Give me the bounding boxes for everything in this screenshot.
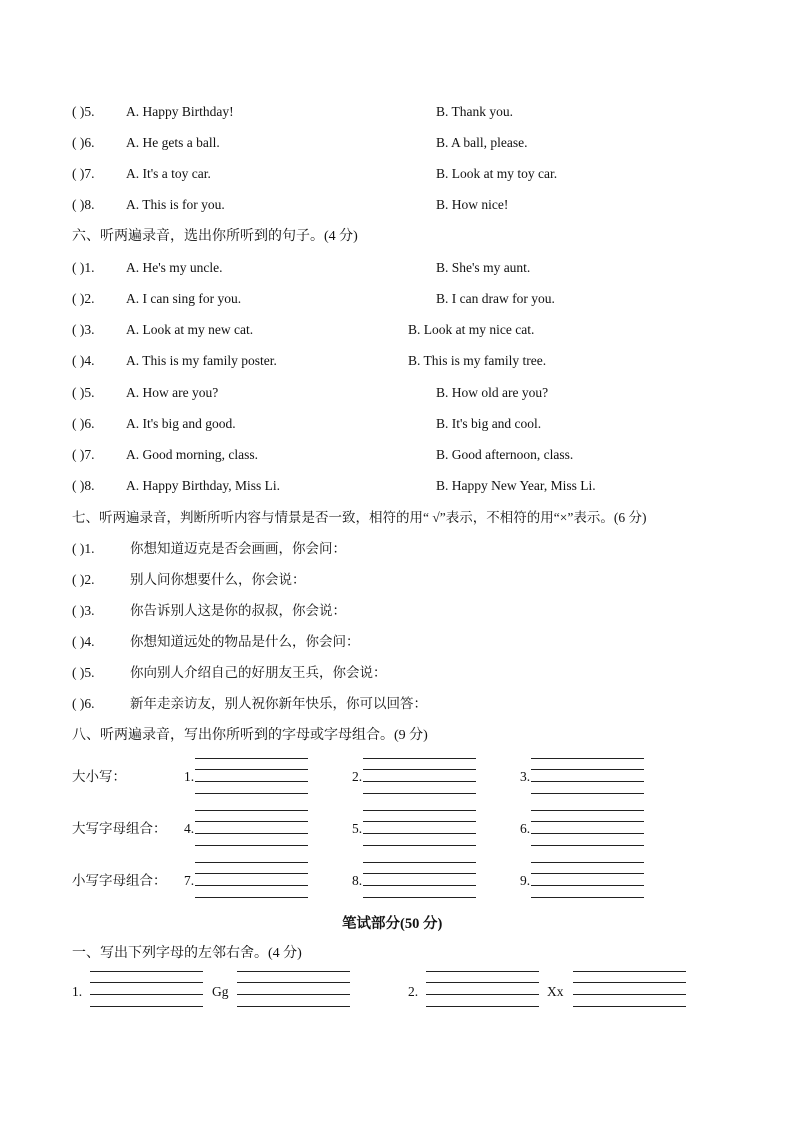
answer-paren[interactable]: ( )6. [72, 416, 95, 431]
option-b: B. How nice! [436, 197, 509, 212]
answer-paren[interactable]: ( )5. [72, 665, 95, 680]
writing-lines[interactable] [363, 810, 476, 850]
writing-lines[interactable] [531, 758, 644, 798]
item-number: 7. [184, 873, 195, 888]
option-b: B. Happy New Year, Miss Li. [436, 478, 596, 493]
writing-lines-right[interactable] [573, 971, 686, 1011]
option-a: A. Happy Birthday! [126, 104, 234, 119]
answer-paren[interactable]: ( )6. [72, 696, 95, 711]
option-b: B. She's my aunt. [436, 260, 531, 275]
option-b: B. A ball, please. [436, 135, 528, 150]
section-title: 六、听两遍录音，选出你所听到的句子。(4 分) [72, 229, 358, 244]
answer-paren[interactable]: ( )7. [72, 447, 95, 462]
item-number: 6. [520, 821, 531, 836]
option-a: A. Look at my new cat. [126, 322, 254, 337]
answer-paren[interactable]: ( )8. [72, 478, 95, 493]
item-number: 9. [520, 873, 531, 888]
answer-paren[interactable]: ( )1. [72, 541, 95, 556]
answer-paren[interactable]: ( )4. [72, 353, 95, 368]
row-label: 大小写： [72, 769, 126, 784]
writing-lines-left[interactable] [426, 971, 539, 1011]
option-b: B. Good afternoon, class. [436, 447, 574, 462]
option-a: A. He's my uncle. [126, 260, 223, 275]
item-number: 2. [408, 984, 419, 999]
writing-lines-left[interactable] [90, 971, 203, 1011]
section-title: 八、听两遍录音，写出你所听到的字母或字母组合。(9 分) [72, 728, 428, 743]
option-b: B. It's big and cool. [436, 416, 542, 431]
answer-paren[interactable]: ( )7. [72, 166, 95, 181]
answer-paren[interactable]: ( )1. [72, 260, 95, 275]
part-title: 笔试部分(50 分) [342, 916, 443, 932]
situation-text: 你向别人介绍自己的好朋友王兵，你会说： [130, 665, 387, 680]
situation-text: 你告诉别人这是你的叔叔，你会说： [130, 603, 346, 618]
section-title: 七、听两遍录音，判断所听内容与情景是否一致，相符的用“ √”表示，不相符的用“×”表示。(6 分) [72, 510, 647, 525]
item-number: 4. [184, 821, 195, 836]
writing-lines-right[interactable] [237, 971, 350, 1011]
option-b: B. I can draw for you. [436, 291, 555, 306]
situation-text: 你想知道迈克是否会画画，你会问： [130, 541, 346, 556]
answer-paren[interactable]: ( )5. [72, 104, 95, 119]
option-a: A. Happy Birthday, Miss Li. [126, 478, 280, 493]
option-a: A. It's a toy car. [126, 166, 211, 181]
situation-text: 别人问你想要什么，你会说： [130, 572, 306, 587]
writing-lines[interactable] [363, 758, 476, 798]
writing-lines[interactable] [195, 758, 308, 798]
writing-lines[interactable] [531, 810, 644, 850]
answer-paren[interactable]: ( )3. [72, 603, 95, 618]
row-label: 小写字母组合： [72, 873, 167, 888]
answer-paren[interactable]: ( )2. [72, 291, 95, 306]
option-b: B. How old are you? [436, 385, 549, 400]
option-b: B. This is my family tree. [408, 353, 547, 368]
given-letter: Xx [547, 984, 564, 999]
option-a: A. This is my family poster. [126, 353, 277, 368]
writing-lines[interactable] [531, 862, 644, 902]
option-b: B. Look at my toy car. [436, 166, 558, 181]
writing-lines[interactable] [195, 810, 308, 850]
item-number: 3. [520, 769, 531, 784]
item-number: 5. [352, 821, 363, 836]
option-a: A. I can sing for you. [126, 291, 242, 306]
option-a: A. It's big and good. [126, 416, 236, 431]
answer-paren[interactable]: ( )5. [72, 385, 95, 400]
given-letter: Gg [212, 984, 229, 999]
answer-paren[interactable]: ( )8. [72, 197, 95, 212]
item-number: 1. [184, 769, 195, 784]
option-b: B. Thank you. [436, 104, 513, 119]
situation-text: 你想知道远处的物品是什么，你会问： [130, 634, 360, 649]
option-b: B. Look at my nice cat. [408, 322, 535, 337]
item-number: 1. [72, 984, 83, 999]
writing-lines[interactable] [363, 862, 476, 902]
option-a: A. Good morning, class. [126, 447, 258, 462]
situation-text: 新年走亲访友，别人祝你新年快乐，你可以回答： [130, 696, 427, 711]
writing-lines[interactable] [195, 862, 308, 902]
item-number: 2. [352, 769, 363, 784]
item-number: 8. [352, 873, 363, 888]
answer-paren[interactable]: ( )3. [72, 322, 95, 337]
section-title: 一、写出下列字母的左邻右舍。(4 分) [72, 946, 302, 961]
answer-paren[interactable]: ( )2. [72, 572, 95, 587]
answer-paren[interactable]: ( )6. [72, 135, 95, 150]
option-a: A. How are you? [126, 385, 219, 400]
row-label: 大写字母组合： [72, 821, 167, 836]
answer-paren[interactable]: ( )4. [72, 634, 95, 649]
option-a: A. He gets a ball. [126, 135, 220, 150]
option-a: A. This is for you. [126, 197, 225, 212]
